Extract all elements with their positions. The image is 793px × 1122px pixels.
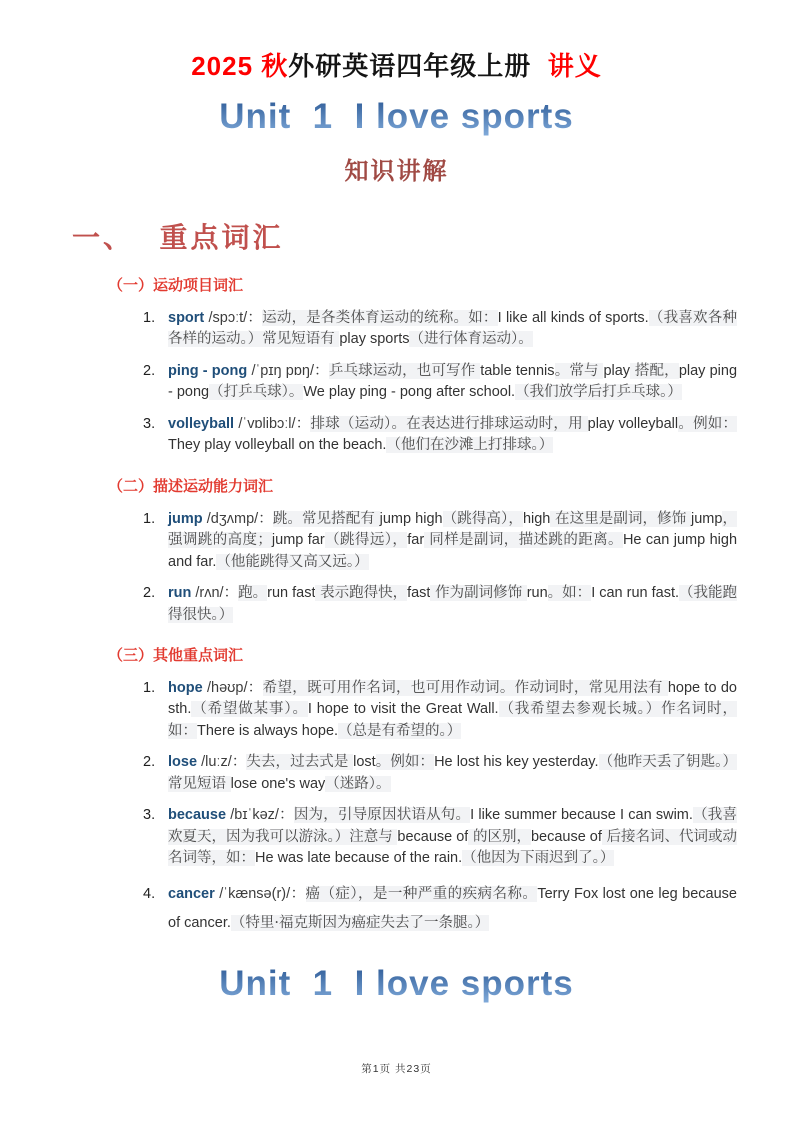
vocab-word: ping - pong <box>168 362 248 379</box>
chinese-text-run: （进行体育运动）。 <box>409 331 533 348</box>
english-text-run: I hope to visit the Great Wall. <box>307 701 499 718</box>
english-text-run: because of <box>530 828 602 845</box>
chinese-text-run: （他因为下雨迟到了。） <box>462 850 615 867</box>
chinese-text-run: ，强调跳的高度； <box>168 510 738 549</box>
chinese-text-run: （他昨天丢了钥匙。）常见短语 <box>168 754 737 792</box>
vocab-word: volleyball <box>168 415 235 432</box>
vocab-list <box>168 509 737 626</box>
document-title-red-suffix: 讲义 <box>531 51 602 81</box>
vocab-list <box>168 308 737 457</box>
chinese-text-run: 后接名词、代词或动名词等，如： <box>168 828 738 867</box>
vocab-item <box>168 880 737 938</box>
english-text-run: high <box>522 510 551 527</box>
english-text-run: fast <box>407 585 431 602</box>
chinese-text-run: （迷路）。 <box>325 775 391 792</box>
vocab-item <box>168 678 737 742</box>
english-text-run: because of <box>397 828 469 845</box>
chinese-text-run: （跳得高）， <box>442 510 523 527</box>
english-text-run: play volleyball <box>587 415 679 432</box>
chinese-text-run: 。如： <box>547 585 592 602</box>
subsection-heading: （一）运动项目词汇 <box>108 277 244 294</box>
vocab-word: cancer <box>168 885 215 902</box>
chinese-text-run: （我喜欢各种各样的运动。）常见短语有 <box>168 310 737 348</box>
phonetic-transcription: /ˈpɪŋ pɒŋ/： <box>247 362 329 379</box>
vocab-item <box>168 805 737 869</box>
english-text-run: play ping - pong <box>168 362 738 401</box>
vocab-word: run <box>168 585 192 602</box>
vocab-item <box>168 509 737 573</box>
english-text-run: He was late because of the rain. <box>255 850 463 867</box>
english-text-run: far <box>407 532 425 549</box>
vocab-item <box>168 361 737 404</box>
chinese-text-run: 搭配， <box>630 362 679 379</box>
vocab-item <box>168 308 737 351</box>
knowledge-subtitle: 知识讲解 <box>344 159 449 185</box>
document-title-black: 外研英语四年级上册 <box>288 51 532 81</box>
chinese-text-run: （我希望去参观长城。）作名词时，如： <box>168 701 738 739</box>
vocab-word: lose <box>168 754 198 771</box>
section-heading-key-vocabulary: 一、 重点词汇 <box>72 221 284 254</box>
vocab-word: hope <box>168 679 203 696</box>
english-text-run: jump high <box>379 510 443 527</box>
english-text-run: play sports <box>339 331 410 348</box>
unit-heading-bottom: Unit 1 I love sports <box>0 964 793 1004</box>
chinese-text-run: 失去，过去式是 <box>246 754 354 771</box>
chinese-text-run: 乒乓球运动，也可写作 <box>328 362 481 379</box>
chinese-text-run: 在这里是副词，修饰 <box>550 510 691 527</box>
phonetic-transcription: /luːz/： <box>197 754 247 771</box>
chinese-text-run: 跳。常见搭配有 <box>272 510 380 527</box>
subsection-heading: （二）描述运动能力词汇 <box>108 477 274 495</box>
vocab-item <box>168 414 737 457</box>
chinese-text-run: 癌（症），是一种严重的疾病名称。 <box>305 885 538 902</box>
chinese-text-run: （他能跳得又高又远。） <box>216 553 369 570</box>
phonetic-transcription: /rʌn/： <box>191 585 239 602</box>
english-text-run: run <box>526 585 548 602</box>
vocab-list <box>168 678 737 938</box>
chinese-text-run: 排球（运动）。在表达进行排球运动时，用 <box>310 415 588 432</box>
page-number-footer: 第1页 共23页 <box>361 1063 432 1075</box>
document-title <box>0 0 793 83</box>
chinese-text-run: 跑。 <box>238 585 268 602</box>
chinese-text-run: 希望，既可用作名词，也可用作动词。作动词时，常见用法有 <box>262 679 668 696</box>
vocab-word: sport <box>168 310 205 326</box>
vocab-word: jump <box>168 510 203 527</box>
chinese-text-run: 同样是副词，描述跳的距离。 <box>424 532 623 549</box>
phonetic-transcription: /spɔːt/： <box>204 310 263 326</box>
english-text-run: run fast <box>267 585 316 602</box>
chinese-text-run: （我能跑得很快。） <box>168 585 738 623</box>
unit-heading-top: Unit 1 I love sports <box>0 97 793 137</box>
english-text-run: table tennis <box>480 362 555 379</box>
chinese-text-run: （我们放学后打乒乓球。） <box>515 384 682 401</box>
vocab-item <box>168 583 737 626</box>
english-text-run: They play volleyball on the beach. <box>168 437 387 454</box>
vocab-word: because <box>168 807 227 824</box>
chinese-text-run: （跳得远）， <box>324 532 408 549</box>
english-text-run: lose one's way <box>230 775 326 792</box>
english-text-run: I like all kinds of sports. <box>497 310 649 326</box>
document-title-red-prefix: 2025 秋 <box>191 51 289 81</box>
english-text-run: jump far <box>271 532 325 549</box>
english-text-run: play <box>603 362 631 379</box>
phonetic-transcription: /ˈkænsə(r)/： <box>214 885 306 902</box>
chinese-text-run: （我喜欢夏天，因为我可以游泳。）注意与 <box>168 807 737 845</box>
english-text-run: There is always hope. <box>197 722 339 739</box>
vocab-item <box>168 752 737 795</box>
english-text-run: I like summer because I can swim. <box>470 807 693 824</box>
phonetic-transcription: /həʊp/： <box>202 679 263 696</box>
english-text-run: He can jump high and far. <box>168 532 738 570</box>
subsection-heading: （三）其他重点词汇 <box>108 646 244 664</box>
chinese-text-run: 。例如： <box>678 415 737 432</box>
phonetic-transcription: /bɪˈkəz/： <box>226 807 294 824</box>
chinese-text-run: 。常与 <box>554 362 604 379</box>
english-text-run: lost <box>353 754 376 771</box>
chinese-text-run: 表示跑得快， <box>315 585 408 602</box>
chinese-text-run: 运动，是各类体育运动的统称。如： <box>262 310 498 326</box>
chinese-text-run: （总是有希望的。） <box>338 722 462 739</box>
english-text-run: jump <box>691 510 723 527</box>
english-text-run: hope to do sth. <box>168 679 737 718</box>
english-text-run: I can run fast. <box>591 585 680 602</box>
phonetic-transcription: /dʒʌmp/： <box>202 510 273 527</box>
english-text-run: We play ping - pong after school. <box>303 384 516 401</box>
chinese-text-run: 的区别， <box>468 828 531 845</box>
chinese-text-run: 作为副词修饰 <box>430 585 527 602</box>
chinese-text-run: （打乒乓球）。 <box>209 384 304 401</box>
vocab-sections <box>0 274 793 938</box>
chinese-text-run: 因为，引导原因状语从句。 <box>293 807 471 824</box>
phonetic-transcription: /ˈvɒlibɔːl/： <box>234 415 311 432</box>
english-text-run: He lost his key yesterday. <box>434 754 599 771</box>
chinese-text-run: （特里·福克斯因为癌症失去了一条腿。） <box>230 914 490 931</box>
chinese-text-run: （希望做某事）。 <box>191 701 308 718</box>
chinese-text-run: 。例如： <box>375 754 435 771</box>
english-text-run: Terry Fox lost one leg because of cancer. <box>168 885 737 931</box>
chinese-text-run: （他们在沙滩上打排球。） <box>386 437 554 454</box>
